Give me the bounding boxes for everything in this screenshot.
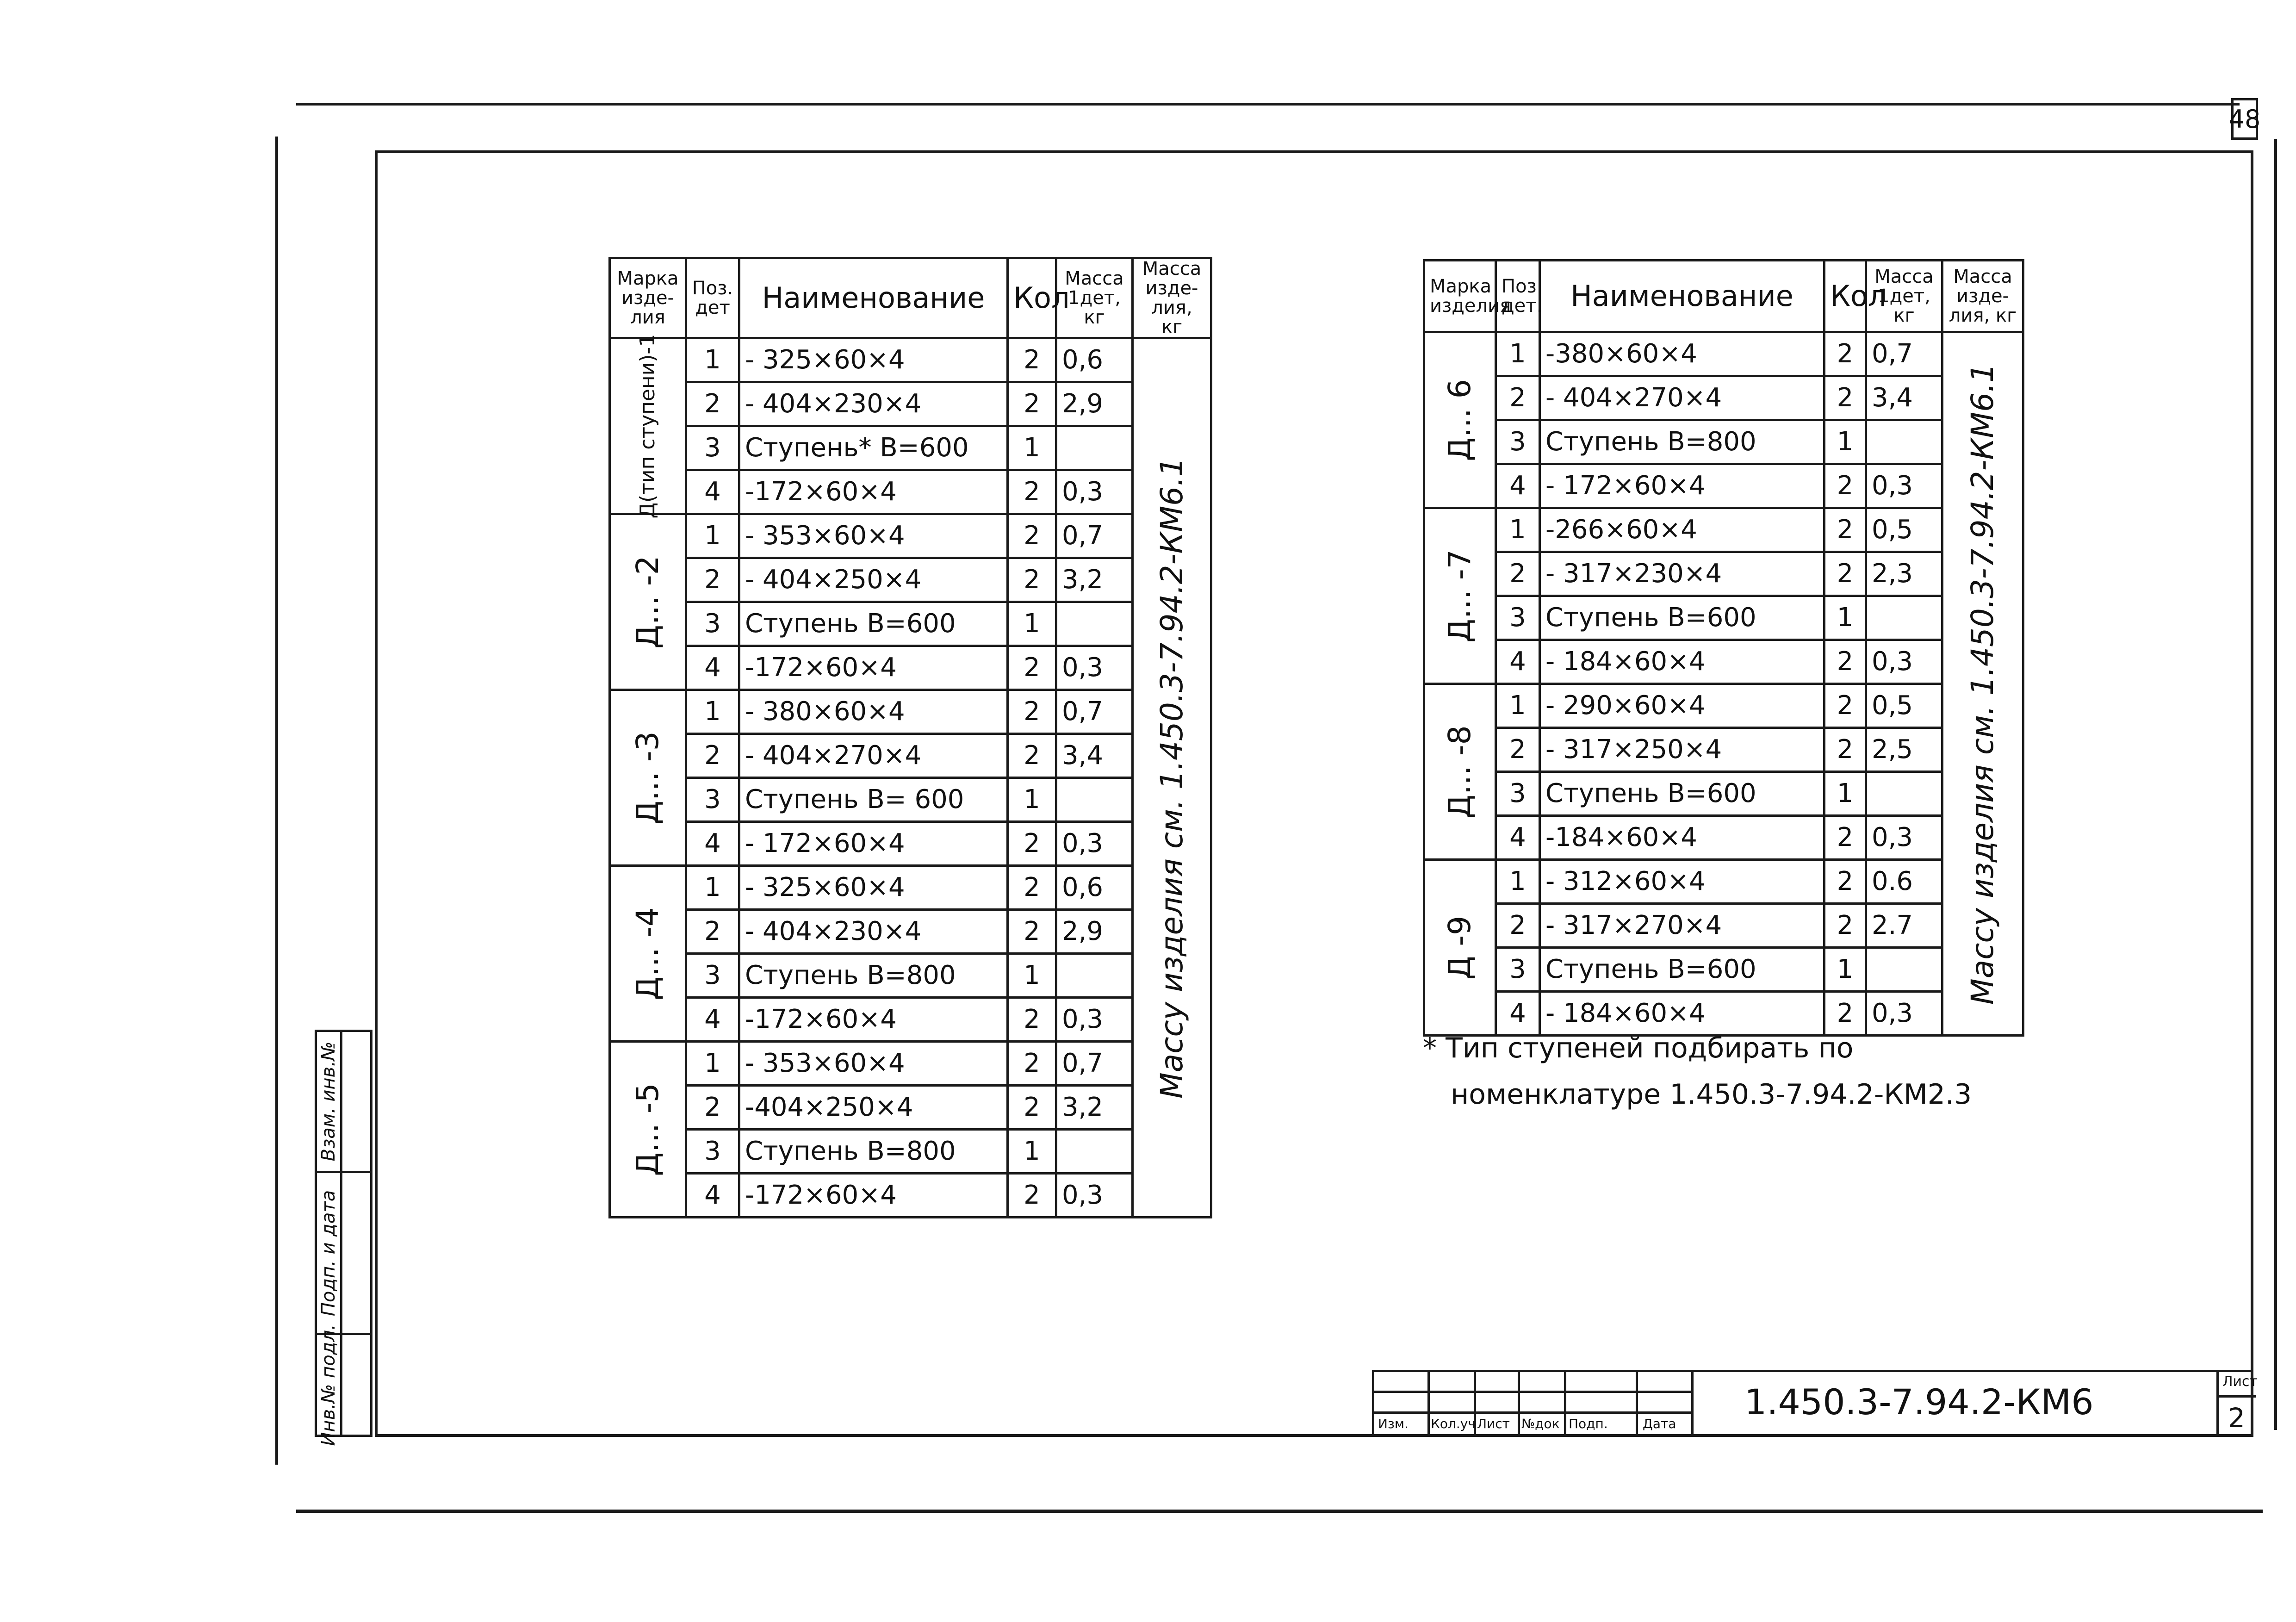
mass-cell: 0.6 [1866,860,1942,904]
qty-cell: 2 [1824,904,1866,948]
right-border-line [2274,139,2277,1430]
name-cell: - 404×230×4 [739,382,1008,426]
spec-table-left [608,257,1212,1218]
header-mark: Марка изделия [1424,261,1496,332]
pos-cell: 2 [686,558,739,602]
sheet-label: Лист [2222,1373,2258,1390]
table-row [1424,772,2023,816]
mass-cell: 0,7 [1056,514,1133,558]
item-mark-cell: Д... -4 [610,866,686,1042]
table-row [610,1086,1211,1130]
pos-cell: 4 [686,470,739,514]
pos-cell: 3 [686,426,739,470]
name-cell: Ступень В=600 [739,602,1008,646]
name-cell: Ступень* В=600 [739,426,1008,470]
pos-cell: 1 [1496,860,1540,904]
qty-cell: 2 [1824,728,1866,772]
table-row [610,910,1211,954]
name-cell: - 325×60×4 [739,866,1008,910]
qty-cell: 2 [1824,860,1866,904]
tb-label-izm: Изм. [1378,1416,1409,1431]
mass-cell: 0,7 [1866,332,1942,376]
name-cell: - 184×60×4 [1540,640,1824,684]
table-row [1424,640,2023,684]
pos-cell: 3 [686,602,739,646]
item-mark-cell: Д -9 [1424,860,1496,1036]
pos-cell: 3 [686,1130,739,1174]
mass-cell: 3,2 [1056,1086,1133,1130]
bottom-border-line [296,1510,2263,1513]
pos-cell: 4 [1496,464,1540,508]
table-row [1424,508,2023,552]
header-mass-part: Масса 1дет, кг [1866,261,1942,332]
name-cell: -172×60×4 [739,646,1008,690]
qty-cell: 2 [1824,508,1866,552]
header-pos: Поз дет. [1496,261,1540,332]
qty-cell: 2 [1824,376,1866,420]
sheet-number: 48 [2231,98,2258,140]
table-row [610,514,1211,558]
table-row [610,426,1211,470]
qty-cell: 1 [1824,420,1866,464]
mass-cell [1866,948,1942,992]
table-row [1424,948,2023,992]
table-row [1424,420,2023,464]
pos-cell: 3 [1496,948,1540,992]
name-cell: Ступень В=800 [1540,420,1824,464]
mass-cell: 0,6 [1056,338,1133,382]
title-block-sheet [2216,1370,2256,1437]
mass-cell [1866,772,1942,816]
qty-cell: 2 [1008,338,1056,382]
document-code: 1.450.3-7.94.2-КМ6 [1744,1381,2094,1423]
mass-cell: 0,3 [1866,640,1942,684]
mass-cell [1056,602,1133,646]
name-cell: - 184×60×4 [1540,992,1824,1036]
tb-label-doc: №док [1521,1416,1560,1431]
table-row [610,866,1211,910]
pos-cell: 2 [686,382,739,426]
table-row [610,1042,1211,1086]
header-pos: Поз. дет [686,258,739,338]
table-row [610,778,1211,822]
header-mass-item: Масса изде-лия, кг [1133,258,1211,338]
qty-cell: 2 [1008,514,1056,558]
mass-cell: 0,3 [1866,992,1942,1036]
sheet-value: 2 [2228,1402,2245,1434]
name-cell: - 317×230×4 [1540,552,1824,596]
footnote [1423,1025,1972,1118]
name-cell: -184×60×4 [1540,816,1824,860]
qty-cell: 2 [1008,690,1056,734]
pos-cell: 3 [1496,420,1540,464]
mass-cell [1056,426,1133,470]
name-cell: - 404×230×4 [739,910,1008,954]
stamp-inv-orig: Инв.№ подл. [318,1324,339,1446]
table-row [1424,332,2023,376]
pos-cell: 4 [686,1174,739,1218]
name-cell: - 317×270×4 [1540,904,1824,948]
qty-cell: 2 [1824,464,1866,508]
qty-cell: 2 [1008,1174,1056,1218]
table-row [610,690,1211,734]
item-mark-cell: Д... -3 [610,690,686,866]
pos-cell: 1 [686,514,739,558]
footnote-line-2: номенклатуре 1.450.3-7.94.2-КМ2.3 [1451,1078,1972,1111]
mass-reference-cell: Массу изделия см. 1.450.3-7.94.2-КМ6.1 [1942,332,2023,1036]
mass-cell: 2,5 [1866,728,1942,772]
table-row [1424,904,2023,948]
name-cell: - 404×270×4 [739,734,1008,778]
name-cell: -172×60×4 [739,1174,1008,1218]
pos-cell: 2 [1496,552,1540,596]
name-cell: - 172×60×4 [739,822,1008,866]
pos-cell: 1 [686,1042,739,1086]
table-row [610,646,1211,690]
mass-cell: 0,7 [1056,1042,1133,1086]
pos-cell: 3 [686,954,739,998]
qty-cell: 2 [1824,816,1866,860]
item-mark-cell: Д... 6 [1424,332,1496,508]
pos-cell: 4 [1496,640,1540,684]
qty-cell: 2 [1824,332,1866,376]
item-mark-cell: Д... -5 [610,1042,686,1218]
item-mark-cell: Д(тип ступени)-1 [610,338,686,514]
table-row [610,998,1211,1042]
qty-cell: 1 [1824,596,1866,640]
mass-cell: 2.7 [1866,904,1942,948]
name-cell: Ступень В=800 [739,954,1008,998]
qty-cell: 1 [1008,1130,1056,1174]
mass-cell [1056,1130,1133,1174]
mass-cell: 0,3 [1056,822,1133,866]
stamp-sign-date: Подп. и дата [317,1173,370,1335]
qty-cell: 2 [1008,558,1056,602]
name-cell: - 404×270×4 [1540,376,1824,420]
qty-cell: 1 [1008,426,1056,470]
pos-cell: 2 [1496,728,1540,772]
table-row [610,602,1211,646]
pos-cell: 1 [686,866,739,910]
table-row [610,338,1211,382]
mass-reference-cell: Массу изделия см. 1.450.3-7.94.2-КМ6.1 [1133,338,1211,1218]
name-cell: - 404×250×4 [739,558,1008,602]
mass-cell: 2,3 [1866,552,1942,596]
qty-cell: 2 [1008,646,1056,690]
pos-cell: 1 [1496,684,1540,728]
pos-cell: 1 [1496,332,1540,376]
mass-cell: 0,5 [1866,508,1942,552]
header-mass-item: Масса изде-лия, кг [1942,261,2023,332]
qty-cell: 1 [1008,602,1056,646]
table-row [610,734,1211,778]
spec-table-right [1423,259,2024,1037]
pos-cell: 3 [1496,596,1540,640]
mass-cell: 2,9 [1056,910,1133,954]
top-border-line [296,103,2240,106]
mass-cell [1866,596,1942,640]
name-cell: Ступень В=600 [1540,596,1824,640]
item-mark-cell: Д... -2 [610,514,686,690]
pos-cell: 1 [1496,508,1540,552]
name-cell: - 353×60×4 [739,514,1008,558]
pos-cell: 3 [686,778,739,822]
table-row [610,1130,1211,1174]
mass-cell: 0,3 [1056,1174,1133,1218]
footnote-line-1: * Тип ступеней подбирать по [1423,1032,1854,1064]
header-qty: Кол [1824,261,1866,332]
pos-cell: 2 [686,1086,739,1130]
pos-cell: 4 [1496,992,1540,1036]
name-cell: -172×60×4 [739,998,1008,1042]
table-row [610,558,1211,602]
qty-cell: 1 [1824,948,1866,992]
tb-label-kol: Кол.уч [1431,1416,1476,1431]
tb-label-sign: Подп. [1569,1416,1608,1431]
mass-cell [1056,954,1133,998]
mass-cell [1866,420,1942,464]
name-cell: Ступень В=600 [1540,772,1824,816]
table-row [1424,552,2023,596]
header-name: Наименование [739,258,1008,338]
name-cell: - 290×60×4 [1540,684,1824,728]
pos-cell: 1 [686,338,739,382]
qty-cell: 2 [1008,382,1056,426]
pos-cell: 2 [1496,376,1540,420]
mass-cell [1056,778,1133,822]
qty-cell: 2 [1008,1086,1056,1130]
qty-cell: 2 [1824,552,1866,596]
header-name: Наименование [1540,261,1824,332]
qty-cell: 2 [1008,866,1056,910]
pos-cell: 2 [686,734,739,778]
mass-cell: 0,3 [1866,816,1942,860]
table-row [610,822,1211,866]
qty-cell: 1 [1824,772,1866,816]
mass-cell: 0,3 [1866,464,1942,508]
header-qty: Кол [1008,258,1056,338]
name-cell: - 380×60×4 [739,690,1008,734]
table-row [610,1174,1211,1218]
table-row [1424,376,2023,420]
name-cell: -404×250×4 [739,1086,1008,1130]
name-cell: Ступень В=800 [739,1130,1008,1174]
name-cell: - 317×250×4 [1540,728,1824,772]
table-row [610,954,1211,998]
qty-cell: 2 [1008,470,1056,514]
pos-cell: 4 [686,646,739,690]
name-cell: - 325×60×4 [739,338,1008,382]
mass-cell: 0,3 [1056,998,1133,1042]
qty-cell: 2 [1824,992,1866,1036]
table-row [1424,464,2023,508]
mass-cell: 3,4 [1056,734,1133,778]
table-row [1424,728,2023,772]
qty-cell: 2 [1008,822,1056,866]
mass-cell: 0,5 [1866,684,1942,728]
qty-cell: 2 [1008,998,1056,1042]
qty-cell: 1 [1008,778,1056,822]
table-row [1424,816,2023,860]
table-row [1424,860,2023,904]
name-cell: -172×60×4 [739,470,1008,514]
stamp-replace-inv: Взам. инв.№ [317,1032,370,1173]
mass-cell: 0,7 [1056,690,1133,734]
name-cell: -266×60×4 [1540,508,1824,552]
name-cell: -380×60×4 [1540,332,1824,376]
table-row [610,382,1211,426]
header-mass-part: Масса 1дет, кг [1056,258,1133,338]
qty-cell: 2 [1824,684,1866,728]
header-mark: Марка изде-лия [610,258,686,338]
pos-cell: 1 [686,690,739,734]
item-mark-cell: Д... -8 [1424,684,1496,860]
pos-cell: 2 [1496,904,1540,948]
item-mark-cell: Д... -7 [1424,508,1496,684]
name-cell: Ступень В=600 [1540,948,1824,992]
title-block [1372,1370,2258,1437]
mass-cell: 0,6 [1056,866,1133,910]
table-row [610,470,1211,514]
qty-cell: 2 [1008,734,1056,778]
tb-label-list: Лист [1477,1416,1510,1431]
pos-cell: 4 [686,822,739,866]
mass-cell: 0,3 [1056,470,1133,514]
mass-cell: 3,2 [1056,558,1133,602]
qty-cell: 1 [1008,954,1056,998]
name-cell: - 353×60×4 [739,1042,1008,1086]
left-border-line [275,137,278,1465]
title-block-grid [1374,1372,1694,1435]
side-stamp [315,1030,372,1446]
qty-cell: 2 [1008,1042,1056,1086]
pos-cell: 3 [1496,772,1540,816]
qty-cell: 2 [1008,910,1056,954]
table-row [1424,596,2023,640]
tb-label-date: Дата [1643,1416,1676,1431]
pos-cell: 2 [686,910,739,954]
mass-cell: 3,4 [1866,376,1942,420]
pos-cell: 4 [1496,816,1540,860]
pos-cell: 4 [686,998,739,1042]
table-row [1424,684,2023,728]
mass-cell: 2,9 [1056,382,1133,426]
name-cell: Ступень В= 600 [739,778,1008,822]
mass-cell: 0,3 [1056,646,1133,690]
qty-cell: 2 [1824,640,1866,684]
name-cell: - 312×60×4 [1540,860,1824,904]
name-cell: - 172×60×4 [1540,464,1824,508]
